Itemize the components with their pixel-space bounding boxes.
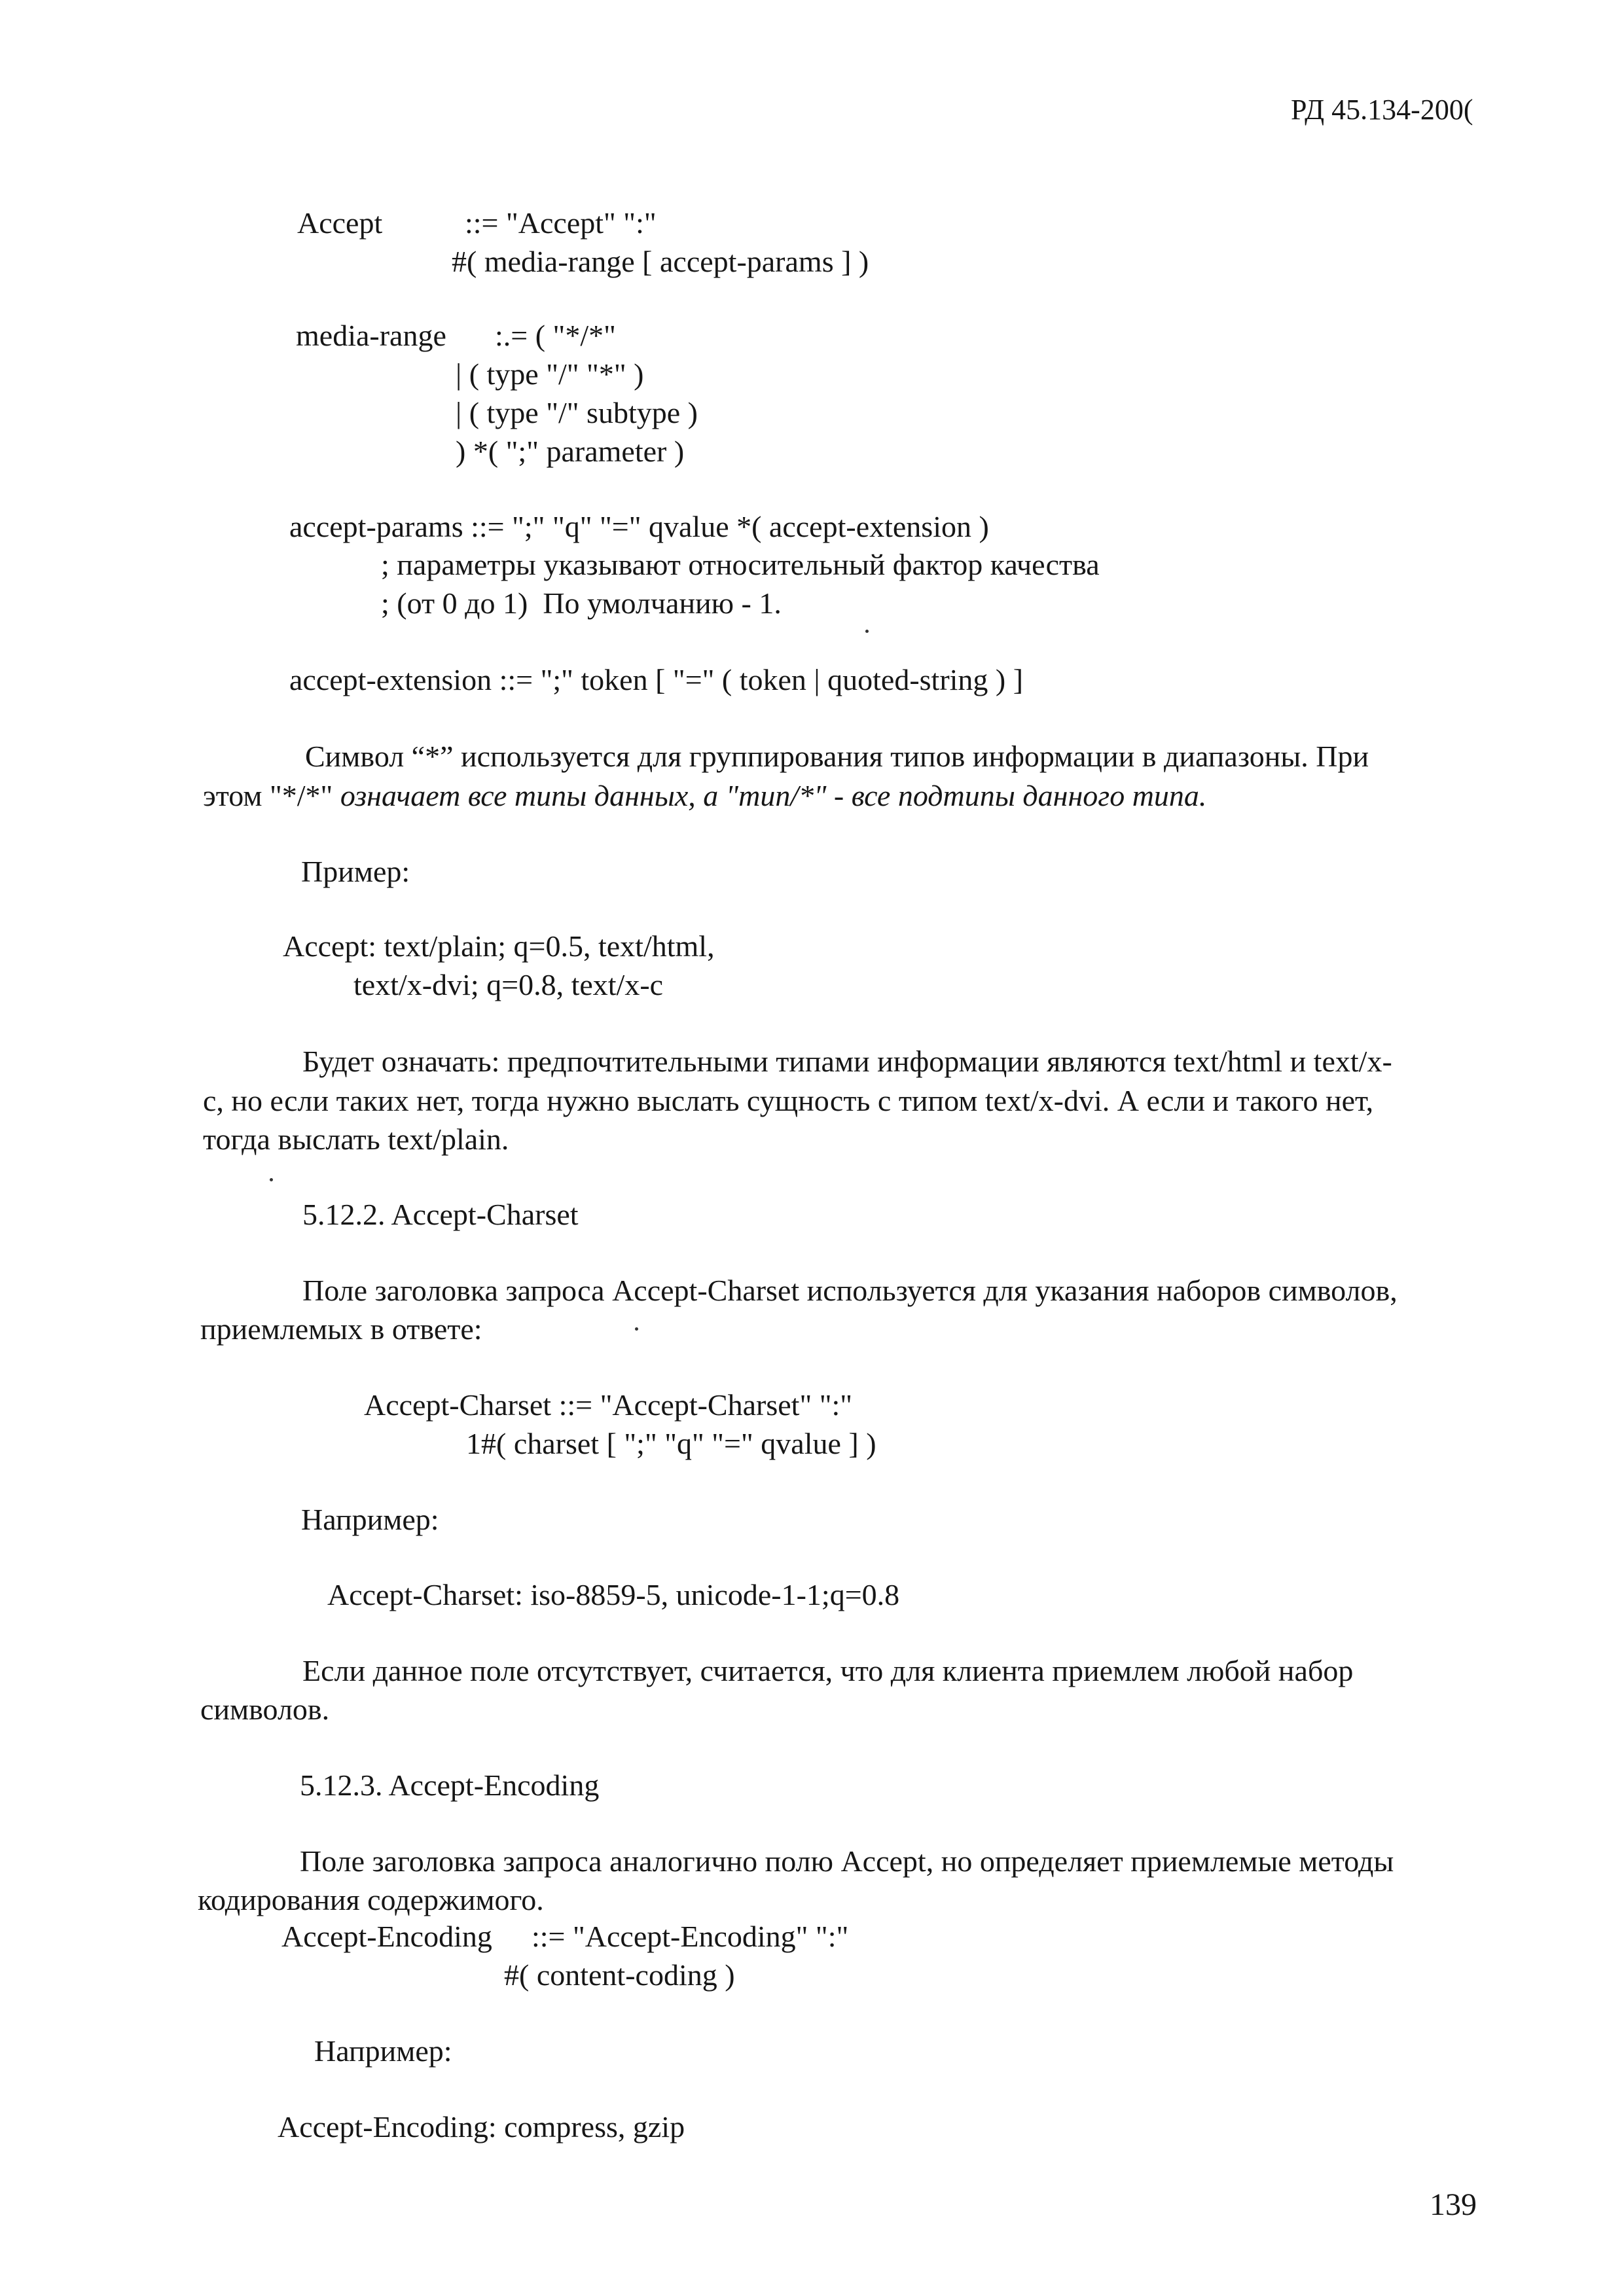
- media-range-rule-line-2: | ( type "/" "*" ): [456, 357, 644, 391]
- charset-note-line-2: символов.: [200, 1693, 330, 1726]
- accept-params-comment-1: ; параметры указывают относительный фактор качества: [381, 548, 1100, 581]
- media-range-rule-line-4: ) *( ";" parameter ): [456, 435, 685, 468]
- charset-rule-line-1: Accept-Charset ::= "Accept-Charset" ":": [364, 1388, 853, 1422]
- symbol-paragraph-line-2: [203, 781, 1206, 811]
- example-label: Пример:: [301, 855, 410, 888]
- charset-example-line: Accept-Charset: iso-8859-5, unicode-1-1;q=0.8: [327, 1578, 900, 1611]
- charset-example-label: Например:: [301, 1503, 439, 1536]
- charset-paragraph-line-2: приемлемых в ответе:: [200, 1312, 482, 1346]
- encoding-rule-line-1: ::= "Accept-Encoding" ":": [532, 1920, 849, 1953]
- encoding-paragraph-line-2: кодирования содержимого.: [198, 1883, 544, 1916]
- charset-note-line-1: Если данное поле отсутствует, считается, что для клиента приемлем любой набор: [302, 1654, 1354, 1687]
- accept-params-rule: accept-params ::= ";" "q" "=" qvalue *( accept-extension ): [289, 510, 989, 543]
- charset-rule-line-2: 1#( charset [ ";" "q" "=" qvalue ] ): [466, 1427, 876, 1460]
- encoding-paragraph-line-1: Поле заголовка запроса аналогично полю Accept, но определяет приемлемые методы: [300, 1844, 1394, 1878]
- section-heading-accept-charset: 5.12.2. Accept-Charset: [302, 1198, 579, 1231]
- scan-speck: [865, 630, 869, 633]
- encoding-rule-name: Accept-Encoding: [281, 1920, 492, 1953]
- example-line-1: Accept: text/plain; q=0.5, text/html,: [283, 929, 715, 963]
- meaning-paragraph-line-3: тогда выслать text/plain.: [203, 1122, 509, 1156]
- encoding-example-label: Например:: [314, 2034, 452, 2068]
- encoding-example-line: Accept-Encoding: compress, gzip: [278, 2110, 685, 2144]
- meaning-paragraph-line-1: Будет означать: предпочтительными типами информации являются text/html и text/x-: [302, 1045, 1392, 1078]
- scan-speck: [270, 1178, 273, 1181]
- symbol-paragraph-line-1: Символ “*” используется для группирования типов информации в диапазоны. При: [305, 740, 1369, 773]
- charset-paragraph-line-1: Поле заголовка запроса Accept-Charset используется для указания наборов символов,: [302, 1274, 1398, 1307]
- accept-params-comment-2: ; (от 0 до 1) По умолчанию - 1.: [381, 586, 782, 620]
- example-line-2: text/x-dvi; q=0.8, text/x-c: [353, 968, 664, 1001]
- meaning-paragraph-line-2: c, но если таких нет, тогда нужно выслать сущность с типом text/x-dvi. А если и такого нет,: [203, 1084, 1374, 1117]
- media-range-rule-name: media-range: [296, 319, 446, 352]
- section-heading-accept-encoding: 5.12.3. Accept-Encoding: [300, 1768, 600, 1802]
- accept-rule-line-1: ::= "Accept" ":": [465, 206, 657, 240]
- accept-rule-line-2: #( media-range [ accept-params ] ): [452, 245, 869, 278]
- symbol-paragraph-line-2-italic: означает все типы данных, а "тип/*" - все подтипы данного типа.: [340, 779, 1207, 812]
- accept-extension-rule: accept-extension ::= ";" token [ "=" ( token | quoted-string ) ]: [289, 663, 1024, 696]
- scan-speck: [635, 1327, 638, 1331]
- media-range-rule-line-3: | ( type "/" subtype ): [456, 396, 698, 429]
- document-code: РД 45.134-200(: [1291, 94, 1473, 126]
- encoding-rule-line-2: #( content-coding ): [504, 1958, 735, 1992]
- page-number: 139: [1430, 2187, 1477, 2222]
- accept-rule-name: Accept: [297, 206, 383, 240]
- media-range-rule-line-1: :.= ( "*/*": [495, 319, 616, 352]
- symbol-paragraph-line-2-start: этом "*/*": [203, 779, 340, 812]
